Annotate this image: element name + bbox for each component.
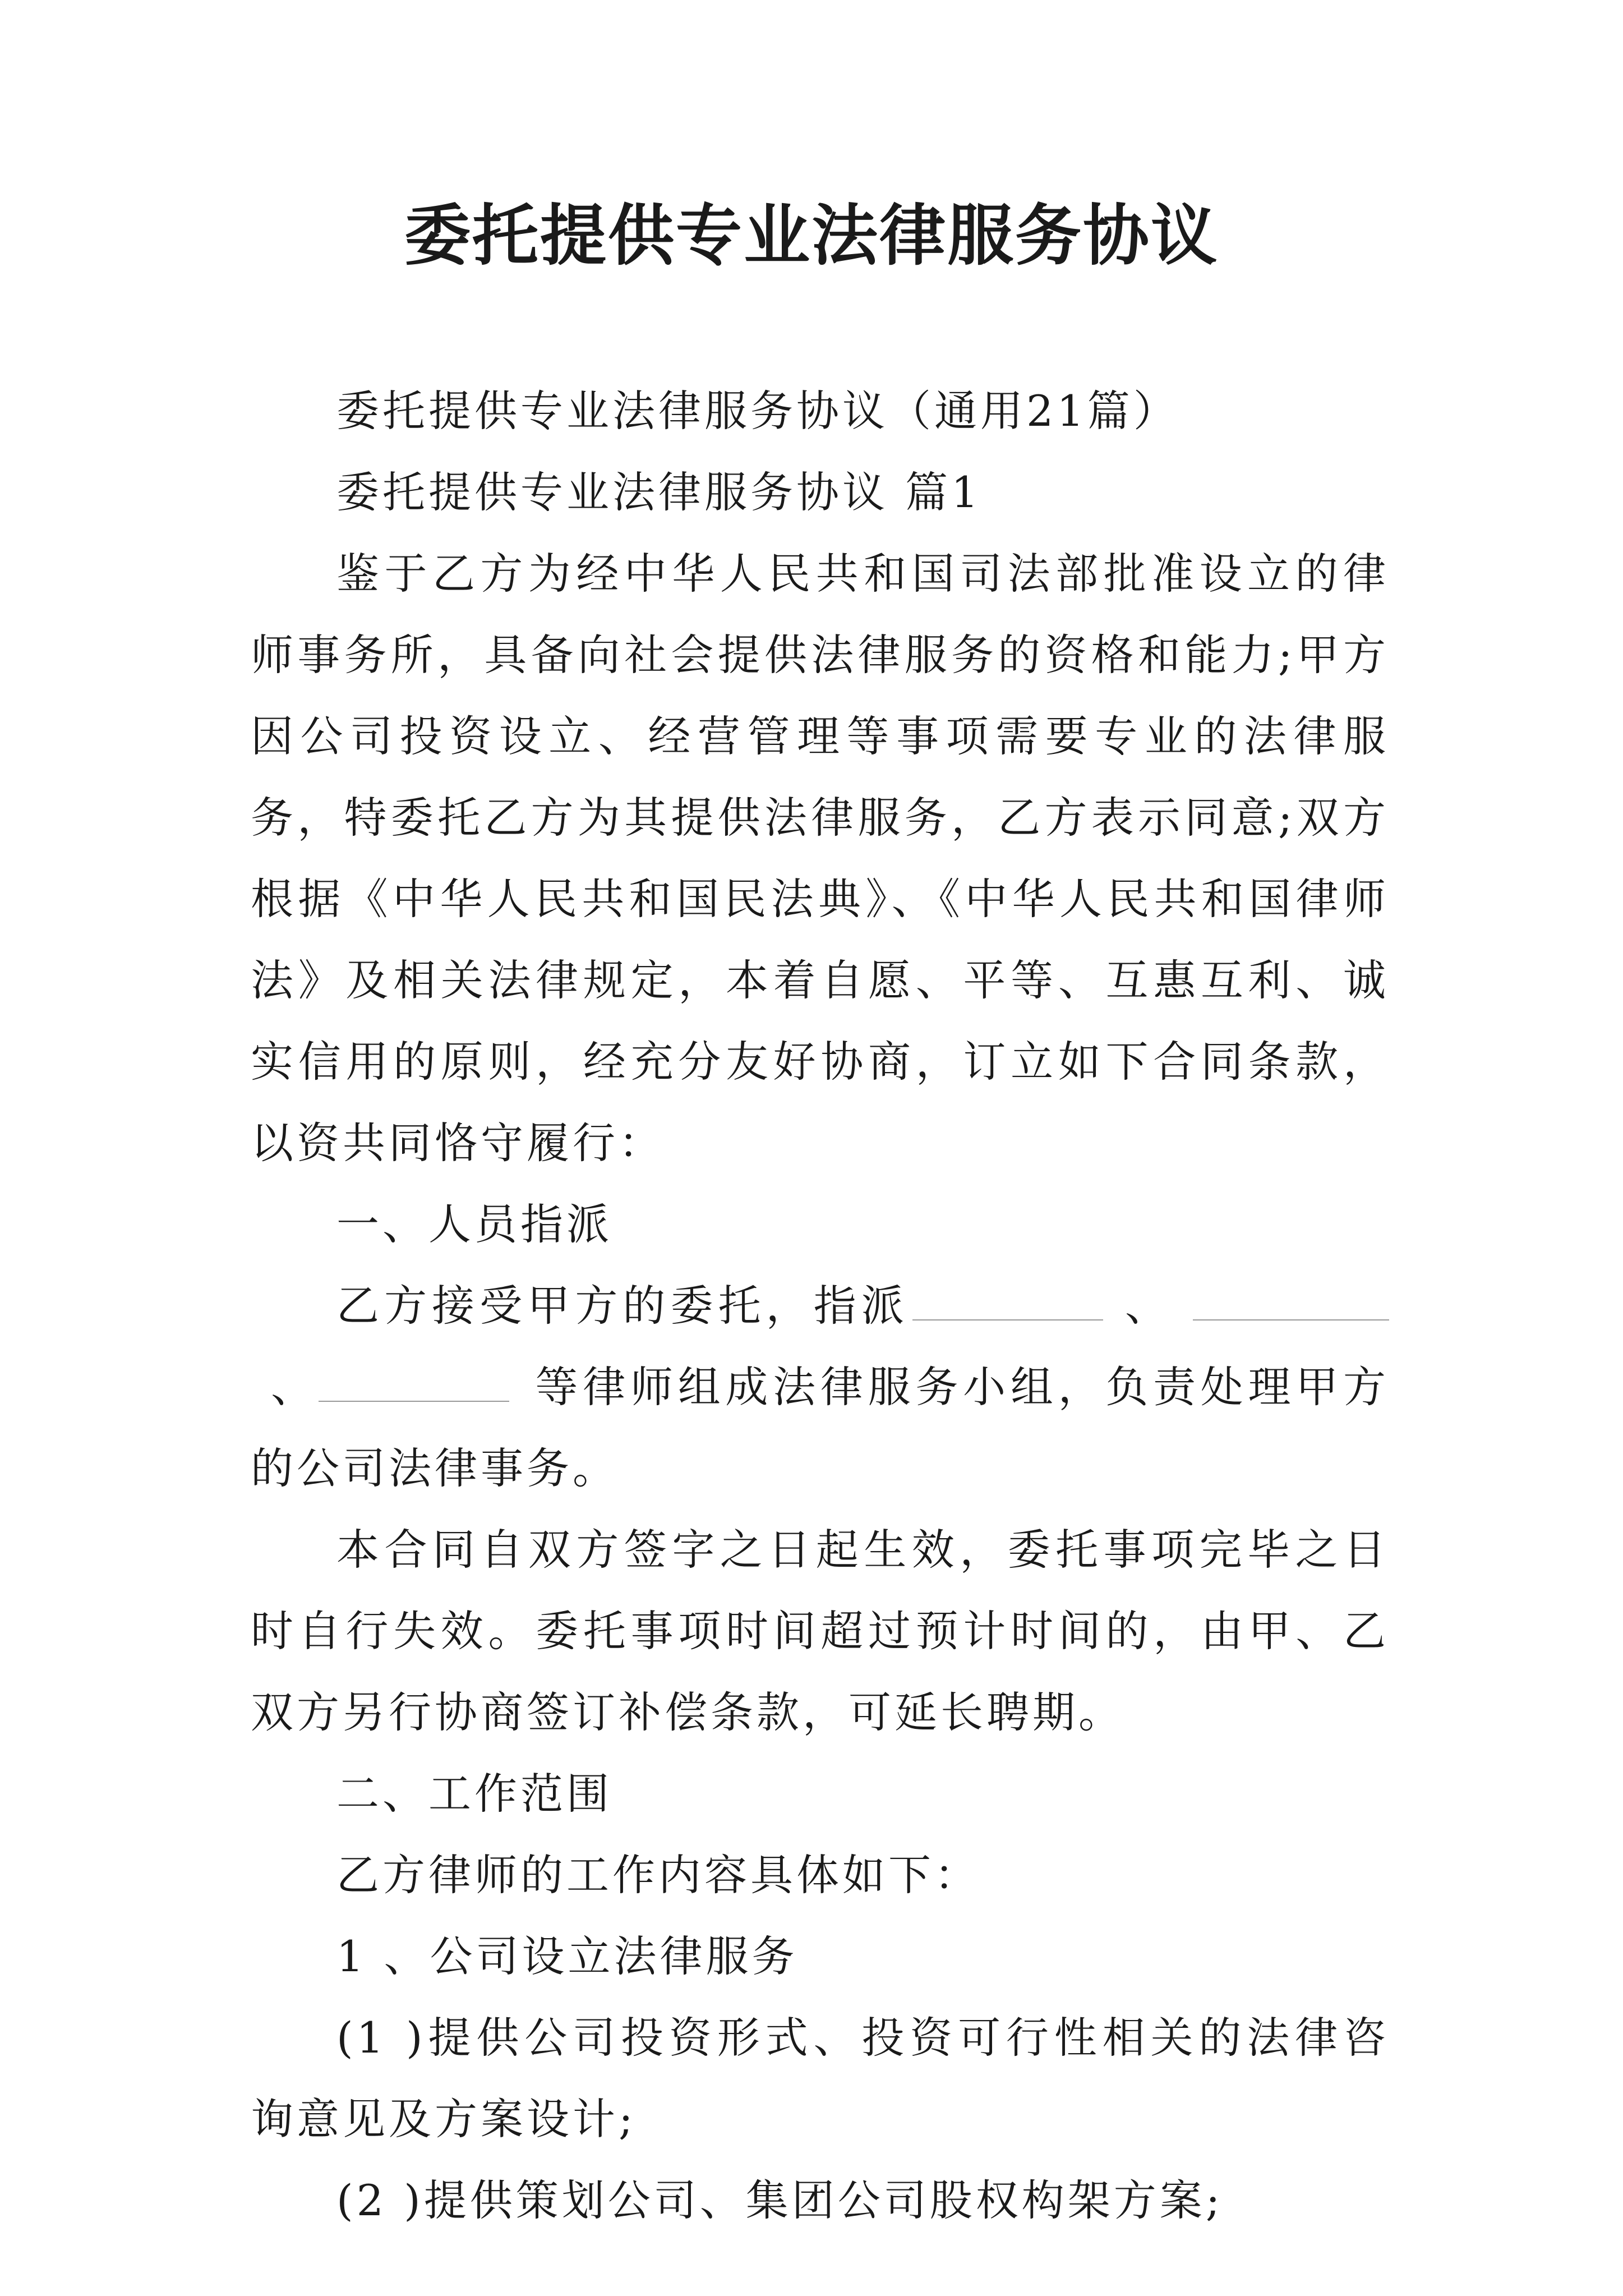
paragraph-subtitle: 委托提供专业法律服务协议（通用21篇） (336, 386, 1179, 436)
separator-2: 、 (271, 1362, 319, 1412)
lawyer-name-blank-1 (912, 1286, 1103, 1320)
document-body (251, 370, 1389, 2241)
assignment-text-after: 等律师组成法律服务小组，负责处理甲方的公司法律事务。 (251, 1362, 1390, 1493)
paragraph-heading-scope: 二、工作范围 (336, 1769, 612, 1819)
lawyer-name-blank-2 (1193, 1286, 1389, 1320)
document-title: 委托提供专业法律服务协议 (404, 196, 1219, 274)
lawyer-name-blank-3 (319, 1367, 509, 1402)
paragraph-scope-intro: 乙方律师的工作内容具体如下： (336, 1850, 980, 1900)
paragraph-personnel-assignment (251, 1265, 1389, 1509)
assignment-text-before: 乙方接受甲方的委托，指派 (336, 1281, 909, 1331)
paragraph-preamble: 鉴于乙方为经中华人民共和国司法部批准设立的律师事务所，具备向社会提供法律服务的资格和能力;甲方因公司投资设立、经营管理等事项需要专业的法律服务，特委托乙方为其提供法律服务，乙方表示同意;双方根据《中华人民共和国民法典》、《中华人民共和国律师法》及相关法律规定，本着自愿、平等、互惠互利、诚实信用的原则，经充分友好协商，订立如下合同条款，以资共同恪守履行： (251, 549, 1389, 1168)
paragraph-item-1-2: (2 )提供策划公司、集团公司股权构架方案; (336, 2175, 1224, 2225)
paragraph-item-1-1: (1 )提供公司投资形式、投资可行性相关的法律咨询意见及方案设计; (251, 2013, 1389, 2144)
paragraph-effective-term: 本合同自双方签字之日起生效，委托事项完毕之日时自行失效。委托事项时间超过预计时间的，由甲、乙双方另行协商签订补偿条款，可延长聘期。 (251, 1525, 1389, 1737)
separator-1: 、 (1123, 1281, 1173, 1331)
paragraph-section-heading: 委托提供专业法律服务协议 篇1 (336, 467, 982, 517)
paragraph-item-1: 1 、公司设立法律服务 (336, 1931, 798, 1981)
paragraph-heading-personnel: 一、人员指派 (336, 1199, 612, 1249)
